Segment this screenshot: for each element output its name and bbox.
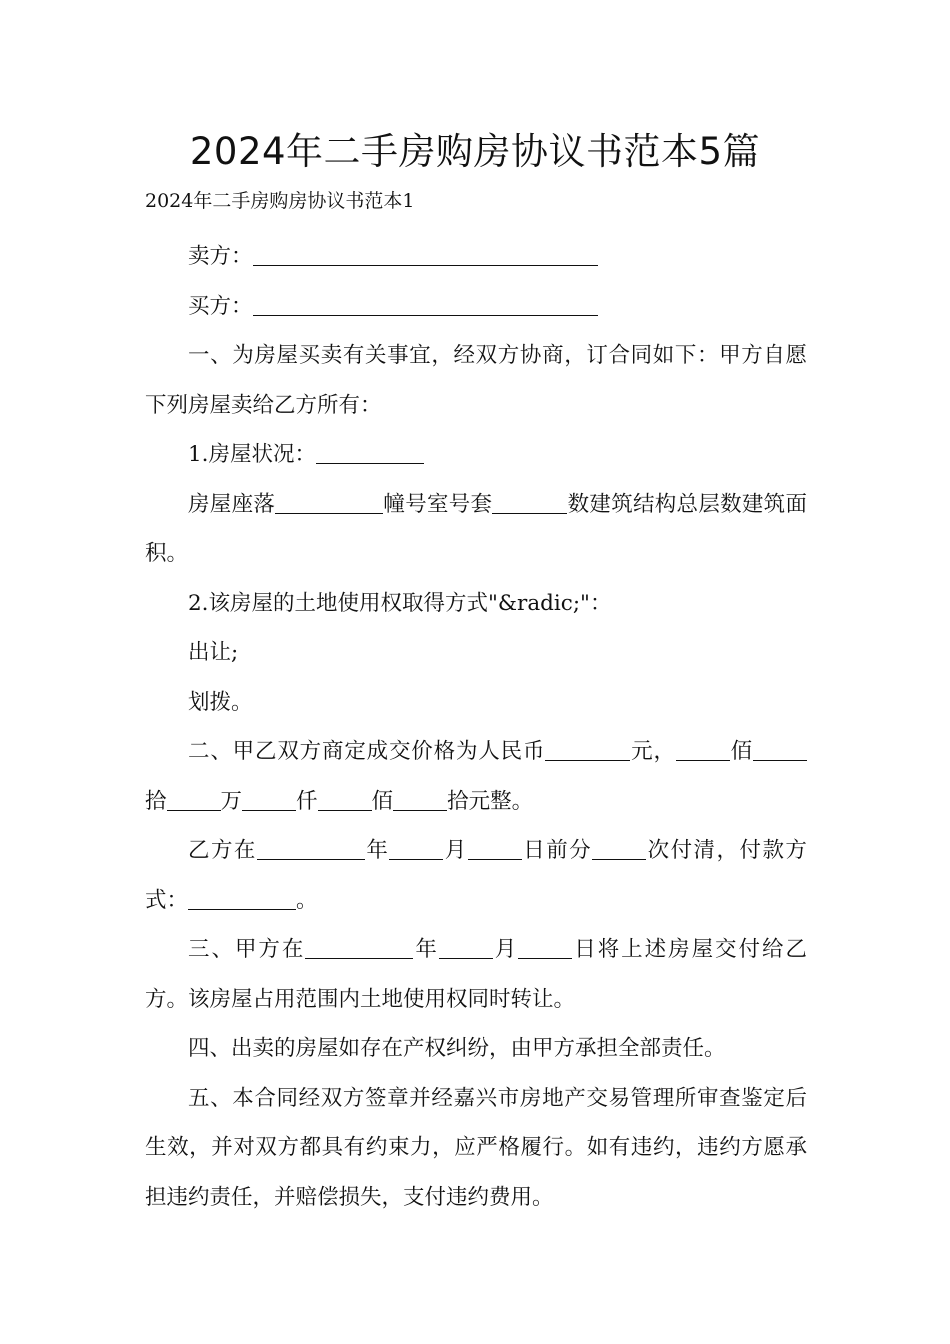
delivery-line bbox=[145, 925, 807, 1024]
wan-blank bbox=[167, 786, 221, 811]
option-transfer: 出让; bbox=[188, 640, 239, 665]
price-text-h: 拾元整。 bbox=[447, 788, 534, 814]
qian-blank bbox=[242, 786, 296, 811]
land-use-line: 2.该房屋的土地使用权取得方式"&radic;"： bbox=[188, 590, 612, 616]
house-location-line bbox=[145, 480, 807, 579]
ten-blank bbox=[753, 737, 807, 762]
document-title: 2024年二手房购房协议书范本5篇 bbox=[189, 130, 761, 173]
clause-5: 五、本合同经双方签章并经嘉兴市房地产交易管理所审查鉴定后生效，并对双方都具有约束力，应严格履行。如有违约，违约方愿承担违约责任，并赔偿损失，支付违约费用。 bbox=[145, 1085, 807, 1210]
price-text-d: 拾 bbox=[145, 788, 167, 814]
document-subtitle: 2024年二手房购房协议书范本1 bbox=[145, 190, 415, 212]
payment-times-blank bbox=[592, 836, 646, 861]
house-status-line bbox=[145, 430, 807, 480]
payment-text-b: 年 bbox=[364, 838, 390, 863]
payment-text-d: 日前分 bbox=[521, 838, 593, 863]
delivery-text-d: 日将上述房屋交付给乙方。该房屋占用范围内土地使用权同时转让。 bbox=[145, 937, 807, 1012]
payment-method-blank bbox=[188, 885, 296, 910]
house-status-label: 1.房屋状况： bbox=[188, 442, 317, 467]
bai-blank bbox=[318, 786, 372, 811]
shi-blank bbox=[393, 786, 447, 811]
seller-blank bbox=[253, 242, 598, 267]
buyer-label: 买方： bbox=[188, 293, 253, 319]
delivery-text-a: 三、甲方在 bbox=[188, 937, 306, 962]
price-blank bbox=[545, 737, 630, 762]
price-text-b: 元， bbox=[630, 739, 676, 764]
unit-blank bbox=[492, 489, 567, 514]
delivery-text-b: 年 bbox=[413, 937, 439, 962]
delivery-text-c: 月 bbox=[492, 937, 519, 962]
seller-line bbox=[145, 232, 807, 282]
location-blank bbox=[275, 489, 383, 514]
price-text-g: 佰 bbox=[371, 788, 394, 814]
delivery-day-blank bbox=[518, 935, 572, 960]
document-body bbox=[145, 232, 807, 1222]
payment-text-a: 乙方在 bbox=[188, 838, 257, 863]
payment-month-blank bbox=[389, 836, 443, 861]
price-text-f: 仟 bbox=[296, 788, 318, 814]
delivery-month-blank bbox=[439, 935, 493, 960]
payment-text-c: 月 bbox=[443, 838, 468, 863]
delivery-year-blank bbox=[305, 935, 413, 960]
payment-year-blank bbox=[257, 836, 365, 861]
payment-line bbox=[145, 826, 807, 925]
payment-text-e: 次付清，付款方式： bbox=[145, 838, 807, 913]
building-unit-label: 幢号室号套 bbox=[383, 491, 493, 517]
buyer-blank bbox=[253, 291, 598, 316]
hundred-blank bbox=[676, 737, 730, 762]
clause-1: 一、为房屋买卖有关事宜，经双方协商，订合同如下：甲方自愿下列房屋卖给乙方所有： bbox=[145, 343, 807, 418]
clause-4: 四、出卖的房屋如存在产权纠纷，由甲方承担全部责任。 bbox=[188, 1036, 726, 1061]
payment-day-blank bbox=[468, 836, 522, 861]
house-status-blank bbox=[316, 440, 424, 465]
price-line bbox=[145, 727, 807, 826]
house-location-label: 房屋座落 bbox=[188, 491, 276, 517]
buyer-line bbox=[145, 282, 807, 332]
payment-text-f: 。 bbox=[296, 887, 318, 913]
structure-area-label: 数建筑结构总层数建筑面积。 bbox=[145, 491, 807, 566]
option-allocation: 划拨。 bbox=[188, 689, 253, 715]
price-text-e: 万 bbox=[220, 788, 243, 814]
price-text-a: 二、甲乙双方商定成交价格为人民币 bbox=[188, 739, 546, 764]
seller-label: 卖方： bbox=[188, 244, 253, 269]
price-text-c: 佰 bbox=[729, 739, 753, 764]
